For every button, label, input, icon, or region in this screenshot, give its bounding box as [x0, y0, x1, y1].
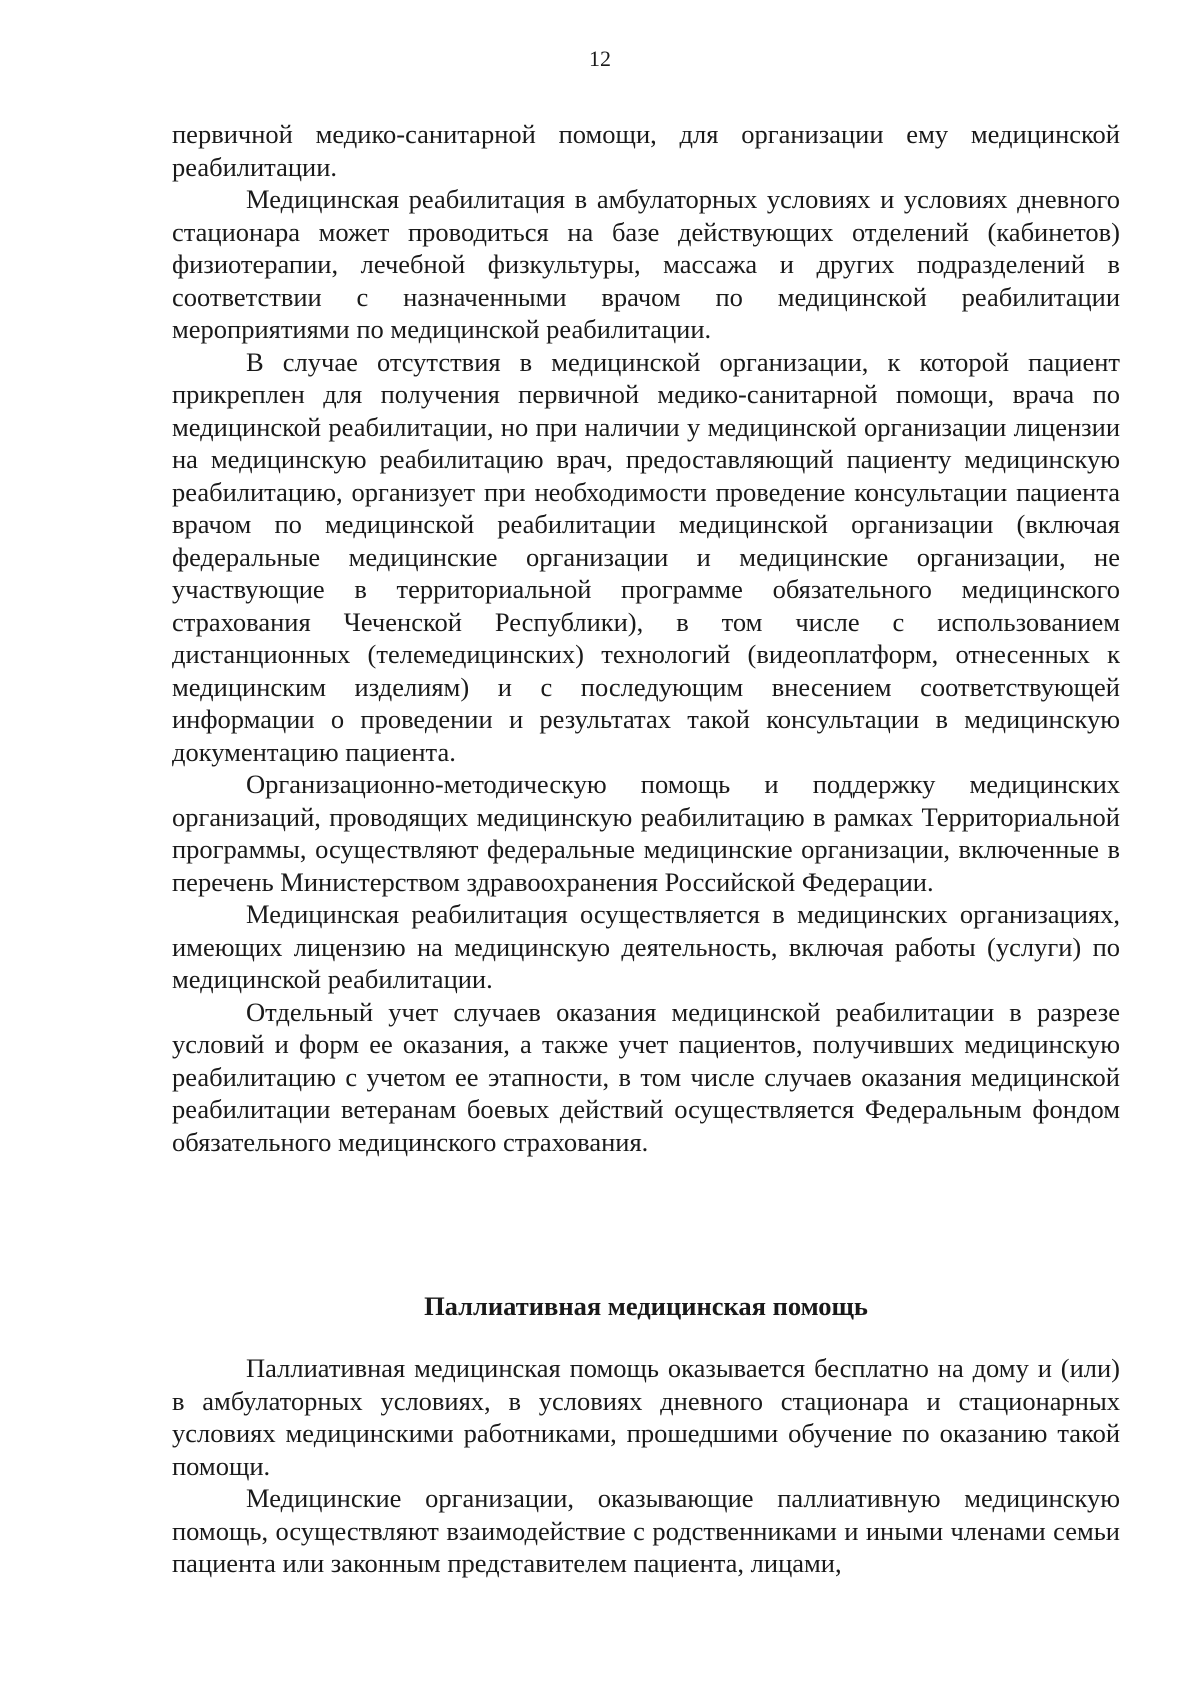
paragraph-rehab-consultation: В случае отсутствия в медицинской организации, к которой пациент прикреплен для получения первичной медико-санитарной помощи, врача по медицинской реабилитации, но при наличии у медицинской организации лицензии на медицинскую реабилитацию врач, предоставляющий пациенту медицинскую реабилитацию, организует при необходимости проведение консультации пациента врачом по медицинской реабилитации медицинской организации (включая федеральные медицинские организации и медицинские организации, не участвующие в территориальной программе обязательного медицинского страхования Чеченской Республики), в том числе с использованием дистанционных (телемедицинских) технологий (видеоплатформ, отнесенных к медицинским изделиям) и с последующим внесением соответствующей информации о проведении и результатах такой консультации в медицинскую документацию пациента.	[172, 346, 1120, 767]
section-body	[172, 1352, 1120, 1580]
section-title: Паллиативная медицинская помощь	[424, 1291, 868, 1321]
paragraph-rehab-accounting: Отдельный учет случаев оказания медицинской реабилитации в разрезе условий и форм ее оказания, а также учет пациентов, получивших медицинскую реабилитацию с учетом ее этапности, в том числе случаев оказания медицинской реабилитации ветеранам боевых действий осуществляется Федеральным фондом обязательного медицинского страхования.	[172, 996, 1120, 1157]
paragraph-palliative-organizations: Медицинские организации, оказывающие паллиативную медицинскую помощь, осуществляют взаимодействие с родственниками и иными членами семьи пациента или законным представителем пациента, лицами,	[172, 1483, 1120, 1578]
page-number: 12	[589, 46, 611, 71]
paragraph-rehab-methodical-support: Организационно-методическую помощь и поддержку медицинских организаций, проводящих медицинскую реабилитацию в рамках Территориальной программы, осуществляют федеральные медицинские организации, включенные в перечень Министерством здравоохранения Российской Федерации.	[172, 769, 1120, 897]
document-body	[172, 118, 1120, 1158]
paragraph-rehab-outpatient: Медицинская реабилитация в амбулаторных условиях и условиях дневного стационара может проводиться на базе действующих отделений (кабинетов) физиотерапии, лечебной физкультуры, массажа и других подразделений в соответствии с назначенными врачом по медицинской реабилитации мероприятиями по медицинской реабилитации.	[172, 184, 1120, 344]
paragraph-continuation: первичной медико-санитарной помощи, для организации ему медицинской реабилитации.	[172, 119, 1120, 182]
paragraph-palliative-care: Паллиативная медицинская помощь оказывается бесплатно на дому и (или) в амбулаторных условиях, в условиях дневного стационара и стационарных условиях медицинскими работниками, прошедшими обучение по оказанию такой помощи.	[172, 1353, 1120, 1481]
paragraph-rehab-licensing: Медицинская реабилитация осуществляется в медицинских организациях, имеющих лицензию на медицинскую деятельность, включая работы (услуги) по медицинской реабилитации.	[172, 899, 1120, 994]
